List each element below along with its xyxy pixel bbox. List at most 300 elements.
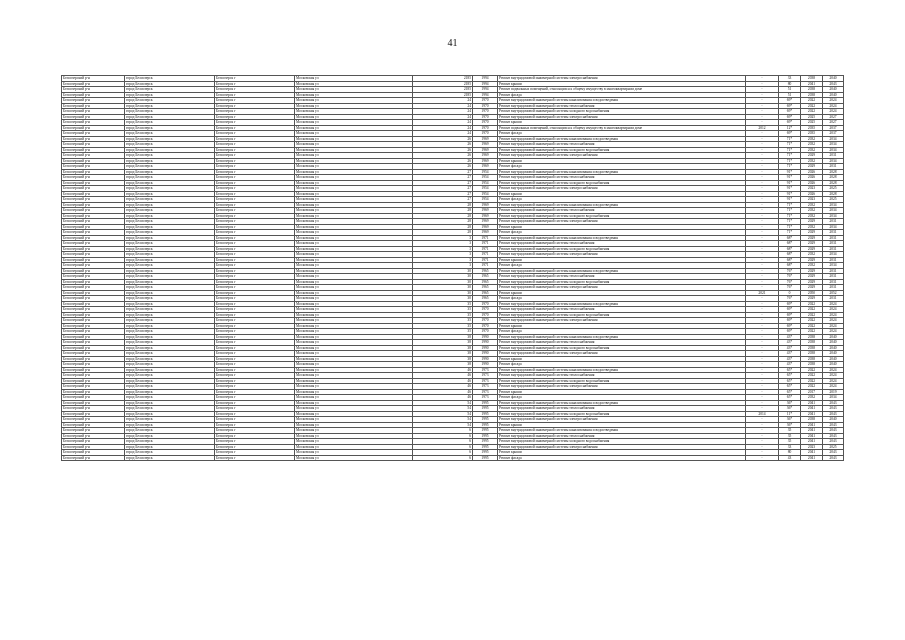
cell-last-repair-year: - xyxy=(746,439,779,445)
cell-start-year: 2022 xyxy=(801,367,823,373)
cell-locality: Белоозерск г xyxy=(215,197,295,203)
cell-work-type: Ремонт подвальных помещений, относящихся к общему имуществу в многоквартирном доме xyxy=(498,87,746,93)
cell-last-repair-year: - xyxy=(746,373,779,379)
cell-district: Белоозерский р-н xyxy=(62,87,125,93)
cell-last-repair-year: - xyxy=(746,252,779,258)
cell-work-type: Ремонт внутридомовой инженерной системы холодного водоснабжения xyxy=(498,246,746,252)
cell-end-year: 2034 xyxy=(823,158,844,164)
cell-year: 1954 xyxy=(473,197,498,203)
cell-end-year: 2028 xyxy=(823,169,844,175)
cell-locality: Белоозерск г xyxy=(215,263,295,269)
cell-wear: 11* xyxy=(779,411,801,417)
cell-street: Московская ул xyxy=(295,191,413,197)
cell-street: Московская ул xyxy=(295,136,413,142)
cell-locality: Белоозерск г xyxy=(215,279,295,285)
cell-wear: 76* xyxy=(779,279,801,285)
cell-house: 54 xyxy=(413,406,473,412)
cell-street: Московская ул xyxy=(295,406,413,412)
cell-end-year: 2040 xyxy=(823,334,844,340)
cell-street: Московская ул xyxy=(295,312,413,318)
cell-start-year: 2022 xyxy=(801,373,823,379)
cell-year: 1965 xyxy=(473,290,498,296)
cell-work-type: Ремонт внутридомовой инженерной системы канализования и водоотведения xyxy=(498,428,746,434)
cell-start-year: 2029 xyxy=(801,235,823,241)
cell-house: 28 xyxy=(413,230,473,236)
cell-street: Московская ул xyxy=(295,444,413,450)
cell-settlement: город Белоозерск xyxy=(125,191,215,197)
cell-house: 35 xyxy=(413,329,473,335)
cell-street: Московская ул xyxy=(295,241,413,247)
cell-work-type: Ремонт внутридомовой инженерной системы холодного водоснабжения xyxy=(498,378,746,384)
cell-street: Московская ул xyxy=(295,252,413,258)
cell-wear: 91* xyxy=(779,169,801,175)
cell-settlement: город Белоозерск xyxy=(125,334,215,340)
cell-house: 27 xyxy=(413,191,473,197)
cell-last-repair-year: - xyxy=(746,175,779,181)
cell-work-type: Ремонт внутридомовой инженерной системы электроснабжения xyxy=(498,417,746,423)
cell-locality: Белоозерск г xyxy=(215,389,295,395)
cell-locality: Белоозерск г xyxy=(215,444,295,450)
cell-start-year: 2029 xyxy=(801,241,823,247)
cell-settlement: город Белоозерск xyxy=(125,356,215,362)
cell-district: Белоозерский р-н xyxy=(62,417,125,423)
cell-wear: 71* xyxy=(779,142,801,148)
cell-work-type: Ремонт внутридомовой инженерной системы холодного водоснабжения xyxy=(498,439,746,445)
cell-settlement: город Белоозерск xyxy=(125,246,215,252)
cell-house: 38 xyxy=(413,351,473,357)
cell-wear: 65* xyxy=(779,384,801,390)
cell-district: Белоозерский р-н xyxy=(62,246,125,252)
cell-street: Московская ул xyxy=(295,142,413,148)
cell-year: 1990 xyxy=(473,362,498,368)
cell-work-type: Ремонт внутридомовой инженерной системы теплоснабжения xyxy=(498,433,746,439)
cell-year: 1995 xyxy=(473,411,498,417)
cell-house: 6 xyxy=(413,428,473,434)
cell-street: Московская ул xyxy=(295,114,413,120)
cell-settlement: город Белоозерск xyxy=(125,362,215,368)
cell-house: 24 xyxy=(413,98,473,104)
cell-start-year: 2041 xyxy=(801,455,823,461)
cell-last-repair-year: - xyxy=(746,367,779,373)
cell-work-type: Ремонт внутридомовой инженерной системы теплоснабжения xyxy=(498,208,746,214)
cell-last-repair-year: - xyxy=(746,307,779,313)
cell-street: Московская ул xyxy=(295,169,413,175)
cell-year: 1954 xyxy=(473,186,498,192)
cell-work-type: Ремонт фасада xyxy=(498,455,746,461)
cell-start-year: 2038 xyxy=(801,92,823,98)
cell-wear: 35 xyxy=(779,433,801,439)
cell-house: 28 xyxy=(413,208,473,214)
cell-last-repair-year: - xyxy=(746,263,779,269)
cell-district: Белоозерский р-н xyxy=(62,76,125,82)
cell-end-year: 2024 xyxy=(823,98,844,104)
cell-locality: Белоозерск г xyxy=(215,186,295,192)
cell-settlement: город Белоозерск xyxy=(125,142,215,148)
cell-year: 1973 xyxy=(473,389,498,395)
cell-district: Белоозерский р-н xyxy=(62,263,125,269)
cell-last-repair-year: - xyxy=(746,312,779,318)
cell-start-year: 2038 xyxy=(801,351,823,357)
cell-year: 1971 xyxy=(473,246,498,252)
cell-settlement: город Белоозерск xyxy=(125,131,215,137)
cell-settlement: город Белоозерск xyxy=(125,367,215,373)
cell-wear: 35 xyxy=(779,439,801,445)
cell-year: 1965 xyxy=(473,274,498,280)
cell-district: Белоозерский р-н xyxy=(62,257,125,263)
cell-settlement: город Белоозерск xyxy=(125,109,215,115)
cell-street: Московская ул xyxy=(295,290,413,296)
cell-wear: 69* xyxy=(779,114,801,120)
cell-end-year: 2031 xyxy=(823,285,844,291)
cell-locality: Белоозерск г xyxy=(215,428,295,434)
cell-year: 1973 xyxy=(473,384,498,390)
cell-house: 3 xyxy=(413,241,473,247)
cell-locality: Белоозерск г xyxy=(215,417,295,423)
cell-end-year: 2024 xyxy=(823,307,844,313)
cell-end-year: 2024 xyxy=(823,384,844,390)
cell-house: 6 xyxy=(413,444,473,450)
cell-start-year: 2026 xyxy=(801,169,823,175)
cell-district: Белоозерский р-н xyxy=(62,169,125,175)
cell-year: 1969 xyxy=(473,202,498,208)
cell-end-year: 2040 xyxy=(823,356,844,362)
cell-district: Белоозерский р-н xyxy=(62,235,125,241)
cell-start-year: 2038 xyxy=(801,87,823,93)
cell-last-repair-year: - xyxy=(746,257,779,263)
cell-start-year: 2029 xyxy=(801,230,823,236)
cell-last-repair-year: - xyxy=(746,323,779,329)
cell-end-year: 2043 xyxy=(823,439,844,445)
cell-locality: Белоозерск г xyxy=(215,268,295,274)
cell-house: 27 xyxy=(413,169,473,175)
cell-locality: Белоозерск г xyxy=(215,257,295,263)
cell-house: 35 xyxy=(413,323,473,329)
cell-year: 1965 xyxy=(473,268,498,274)
cell-wear: 36* xyxy=(779,400,801,406)
cell-work-type: Ремонт внутридомовой инженерной системы электроснабжения xyxy=(498,384,746,390)
cell-district: Белоозерский р-н xyxy=(62,103,125,109)
cell-settlement: город Белоозерск xyxy=(125,202,215,208)
cell-locality: Белоозерск г xyxy=(215,246,295,252)
cell-district: Белоозерский р-н xyxy=(62,318,125,324)
cell-start-year: 2022 xyxy=(801,301,823,307)
cell-locality: Белоозерск г xyxy=(215,406,295,412)
cell-start-year: 2029 xyxy=(801,274,823,280)
cell-street: Московская ул xyxy=(295,153,413,159)
cell-start-year: 2029 xyxy=(801,268,823,274)
cell-street: Московская ул xyxy=(295,373,413,379)
cell-street: Московская ул xyxy=(295,230,413,236)
cell-settlement: город Белоозерск xyxy=(125,87,215,93)
cell-locality: Белоозерск г xyxy=(215,362,295,368)
cell-locality: Белоозерск г xyxy=(215,439,295,445)
cell-work-type: Ремонт крыши xyxy=(498,290,746,296)
cell-settlement: город Белоозерск xyxy=(125,252,215,258)
cell-work-type: Ремонт внутридомовой инженерной системы теплоснабжения xyxy=(498,274,746,280)
cell-house: 46 xyxy=(413,384,473,390)
cell-district: Белоозерский р-н xyxy=(62,131,125,137)
cell-locality: Белоозерск г xyxy=(215,373,295,379)
cell-year: 1994 xyxy=(473,76,498,82)
cell-last-repair-year: - xyxy=(746,76,779,82)
cell-end-year: 2024 xyxy=(823,367,844,373)
cell-last-repair-year: - xyxy=(746,356,779,362)
cell-last-repair-year: - xyxy=(746,186,779,192)
cell-end-year: 2040 xyxy=(823,351,844,357)
cell-year: 1971 xyxy=(473,252,498,258)
cell-district: Белоозерский р-н xyxy=(62,395,125,401)
cell-settlement: город Белоозерск xyxy=(125,290,215,296)
cell-work-type: Ремонт внутридомовой инженерной системы электроснабжения xyxy=(498,351,746,357)
cell-start-year: 2022 xyxy=(801,307,823,313)
cell-last-repair-year: - xyxy=(746,120,779,126)
cell-settlement: город Белоозерск xyxy=(125,219,215,225)
cell-settlement: город Белоозерск xyxy=(125,180,215,186)
cell-start-year: 2032 xyxy=(801,158,823,164)
cell-wear: 71* xyxy=(779,202,801,208)
cell-locality: Белоозерск г xyxy=(215,422,295,428)
cell-year: 1994 xyxy=(473,92,498,98)
cell-house: 30 xyxy=(413,285,473,291)
cell-year: 1969 xyxy=(473,142,498,148)
cell-house: 30 xyxy=(413,268,473,274)
cell-settlement: город Белоозерск xyxy=(125,417,215,423)
cell-wear: 65* xyxy=(779,367,801,373)
cell-district: Белоозерский р-н xyxy=(62,109,125,115)
cell-end-year: 2019 xyxy=(823,389,844,395)
cell-settlement: город Белоозерск xyxy=(125,76,215,82)
cell-street: Московская ул xyxy=(295,263,413,269)
cell-wear: 43* xyxy=(779,334,801,340)
cell-end-year: 2025 xyxy=(823,197,844,203)
cell-settlement: город Белоозерск xyxy=(125,307,215,313)
cell-locality: Белоозерск г xyxy=(215,208,295,214)
cell-house: 24 xyxy=(413,131,473,137)
cell-year: 1969 xyxy=(473,208,498,214)
cell-work-type: Ремонт подвальных помещений, относящихся к общему имуществу в многоквартирном доме xyxy=(498,125,746,131)
cell-end-year: 2034 xyxy=(823,263,844,269)
cell-street: Московская ул xyxy=(295,433,413,439)
cell-year: 1970 xyxy=(473,120,498,126)
cell-year: 1965 xyxy=(473,296,498,302)
cell-locality: Белоозерск г xyxy=(215,356,295,362)
cell-district: Белоозерский р-н xyxy=(62,389,125,395)
cell-end-year: 2037 xyxy=(823,125,844,131)
cell-wear: 68* xyxy=(779,235,801,241)
cell-wear: 71* xyxy=(779,153,801,159)
cell-start-year: 2032 xyxy=(801,252,823,258)
cell-house: 54 xyxy=(413,417,473,423)
cell-year: 1954 xyxy=(473,191,498,197)
cell-work-type: Ремонт фасада xyxy=(498,131,746,137)
cell-district: Белоозерский р-н xyxy=(62,312,125,318)
cell-locality: Белоозерск г xyxy=(215,285,295,291)
cell-district: Белоозерский р-н xyxy=(62,197,125,203)
cell-locality: Белоозерск г xyxy=(215,175,295,181)
cell-settlement: город Белоозерск xyxy=(125,186,215,192)
cell-street: Московская ул xyxy=(295,164,413,170)
cell-locality: Белоозерск г xyxy=(215,455,295,461)
cell-wear: 71* xyxy=(779,147,801,153)
cell-locality: Белоозерск г xyxy=(215,136,295,142)
cell-year: 1970 xyxy=(473,109,498,115)
cell-start-year: 2038 xyxy=(801,334,823,340)
cell-locality: Белоозерск г xyxy=(215,213,295,219)
cell-start-year: 2022 xyxy=(801,384,823,390)
cell-locality: Белоозерск г xyxy=(215,103,295,109)
cell-wear: 33 xyxy=(779,444,801,450)
cell-last-repair-year: - xyxy=(746,81,779,87)
cell-work-type: Ремонт внутридомовой инженерной системы электроснабжения xyxy=(498,186,746,192)
cell-year: 1969 xyxy=(473,213,498,219)
cell-settlement: город Белоозерск xyxy=(125,373,215,379)
cell-settlement: город Белоозерск xyxy=(125,422,215,428)
cell-settlement: город Белоозерск xyxy=(125,158,215,164)
cell-year: 1995 xyxy=(473,417,498,423)
cell-wear: 76* xyxy=(779,268,801,274)
cell-work-type: Ремонт крыши xyxy=(498,323,746,329)
cell-year: 1973 xyxy=(473,395,498,401)
cell-last-repair-year: - xyxy=(746,274,779,280)
cell-last-repair-year: - xyxy=(746,191,779,197)
cell-start-year: 2038 xyxy=(801,340,823,346)
cell-start-year: 2032 xyxy=(801,202,823,208)
cell-year: 1970 xyxy=(473,301,498,307)
cell-settlement: город Белоозерск xyxy=(125,114,215,120)
cell-locality: Белоозерск г xyxy=(215,147,295,153)
cell-street: Московская ул xyxy=(295,224,413,230)
cell-end-year: 2024 xyxy=(823,103,844,109)
cell-house: 26 xyxy=(413,153,473,159)
cell-year: 1970 xyxy=(473,103,498,109)
cell-street: Московская ул xyxy=(295,301,413,307)
cell-street: Московская ул xyxy=(295,395,413,401)
cell-house: 3 xyxy=(413,235,473,241)
cell-wear: 71* xyxy=(779,224,801,230)
cell-settlement: город Белоозерск xyxy=(125,378,215,384)
cell-work-type: Ремонт внутридомовой инженерной системы канализования и водоотведения xyxy=(498,235,746,241)
cell-end-year: 2040 xyxy=(823,362,844,368)
cell-end-year: 2031 xyxy=(823,296,844,302)
cell-street: Московская ул xyxy=(295,318,413,324)
cell-year: 1995 xyxy=(473,433,498,439)
cell-last-repair-year: - xyxy=(746,279,779,285)
cell-last-repair-year: - xyxy=(746,318,779,324)
cell-wear: 71* xyxy=(779,219,801,225)
cell-wear: 68* xyxy=(779,252,801,258)
cell-wear: 71* xyxy=(779,213,801,219)
cell-house: 28 xyxy=(413,202,473,208)
cell-house: 2185 xyxy=(413,81,473,87)
cell-wear: 69* xyxy=(779,98,801,104)
cell-last-repair-year: 2012 xyxy=(746,125,779,131)
cell-last-repair-year: 2014 xyxy=(746,411,779,417)
cell-year: 1970 xyxy=(473,312,498,318)
cell-settlement: город Белоозерск xyxy=(125,444,215,450)
cell-district: Белоозерский р-н xyxy=(62,296,125,302)
cell-street: Московская ул xyxy=(295,296,413,302)
cell-work-type: Ремонт внутридомовой инженерной системы теплоснабжения xyxy=(498,406,746,412)
cell-wear: 51 xyxy=(779,87,801,93)
cell-district: Белоозерский р-н xyxy=(62,422,125,428)
cell-house: 26 xyxy=(413,136,473,142)
cell-work-type: Ремонт крыши xyxy=(498,356,746,362)
cell-end-year: 2028 xyxy=(823,180,844,186)
cell-work-type: Ремонт внутридомовой инженерной системы теплоснабжения xyxy=(498,307,746,313)
cell-end-year: 2024 xyxy=(823,312,844,318)
cell-locality: Белоозерск г xyxy=(215,158,295,164)
cell-wear: 69* xyxy=(779,109,801,115)
cell-settlement: город Белоозерск xyxy=(125,81,215,87)
cell-end-year: 2027 xyxy=(823,120,844,126)
cell-street: Московская ул xyxy=(295,180,413,186)
cell-start-year: 2026 xyxy=(801,180,823,186)
cell-settlement: город Белоозерск xyxy=(125,345,215,351)
cell-street: Московская ул xyxy=(295,213,413,219)
cell-locality: Белоозерск г xyxy=(215,164,295,170)
cell-work-type: Ремонт внутридомовой инженерной системы холодного водоснабжения xyxy=(498,279,746,285)
cell-locality: Белоозерск г xyxy=(215,318,295,324)
cell-street: Московская ул xyxy=(295,323,413,329)
cell-house: 54 xyxy=(413,400,473,406)
cell-wear: 71* xyxy=(779,158,801,164)
cell-last-repair-year: - xyxy=(746,213,779,219)
cell-start-year: 2022 xyxy=(801,312,823,318)
cell-start-year: 2032 xyxy=(801,224,823,230)
cell-work-type: Ремонт внутридомовой инженерной системы холодного водоснабжения xyxy=(498,109,746,115)
cell-year: 1969 xyxy=(473,153,498,159)
cell-work-type: Ремонт внутридомовой инженерной системы канализования и водоотведения xyxy=(498,169,746,175)
cell-settlement: город Белоозерск xyxy=(125,241,215,247)
cell-wear: 0 xyxy=(779,290,801,296)
cell-year: 1995 xyxy=(473,428,498,434)
cell-street: Московская ул xyxy=(295,197,413,203)
cell-work-type: Ремонт внутридомовой инженерной системы электроснабжения xyxy=(498,219,746,225)
cell-house: 24 xyxy=(413,125,473,131)
cell-district: Белоозерский р-н xyxy=(62,340,125,346)
cell-last-repair-year: - xyxy=(746,180,779,186)
cell-street: Московская ул xyxy=(295,428,413,434)
cell-last-repair-year: - xyxy=(746,444,779,450)
cell-street: Московская ул xyxy=(295,81,413,87)
cell-wear: 69* xyxy=(779,131,801,137)
cell-year: 1954 xyxy=(473,175,498,181)
cell-street: Московская ул xyxy=(295,384,413,390)
cell-end-year: 2043 xyxy=(823,400,844,406)
cell-wear: 65* xyxy=(779,378,801,384)
cell-locality: Белоозерск г xyxy=(215,202,295,208)
cell-settlement: город Белоозерск xyxy=(125,98,215,104)
cell-work-type: Ремонт внутридомовой инженерной системы холодного водоснабжения xyxy=(498,345,746,351)
cell-locality: Белоозерск г xyxy=(215,395,295,401)
cell-last-repair-year: - xyxy=(746,389,779,395)
cell-start-year: 2032 xyxy=(801,395,823,401)
cell-wear: 69* xyxy=(779,103,801,109)
cell-work-type: Ремонт внутридомовой инженерной системы канализования и водоотведения xyxy=(498,400,746,406)
cell-house: 6 xyxy=(413,455,473,461)
cell-district: Белоозерский р-н xyxy=(62,241,125,247)
cell-settlement: город Белоозерск xyxy=(125,268,215,274)
cell-work-type: Ремонт фасада xyxy=(498,197,746,203)
cell-last-repair-year: - xyxy=(746,422,779,428)
cell-district: Белоозерский р-н xyxy=(62,158,125,164)
cell-locality: Белоозерск г xyxy=(215,109,295,115)
cell-end-year: 2024 xyxy=(823,318,844,324)
cell-wear: 12* xyxy=(779,125,801,131)
cell-start-year: 2035 xyxy=(801,125,823,131)
cell-end-year: 2043 xyxy=(823,411,844,417)
cell-district: Белоозерский р-н xyxy=(62,285,125,291)
